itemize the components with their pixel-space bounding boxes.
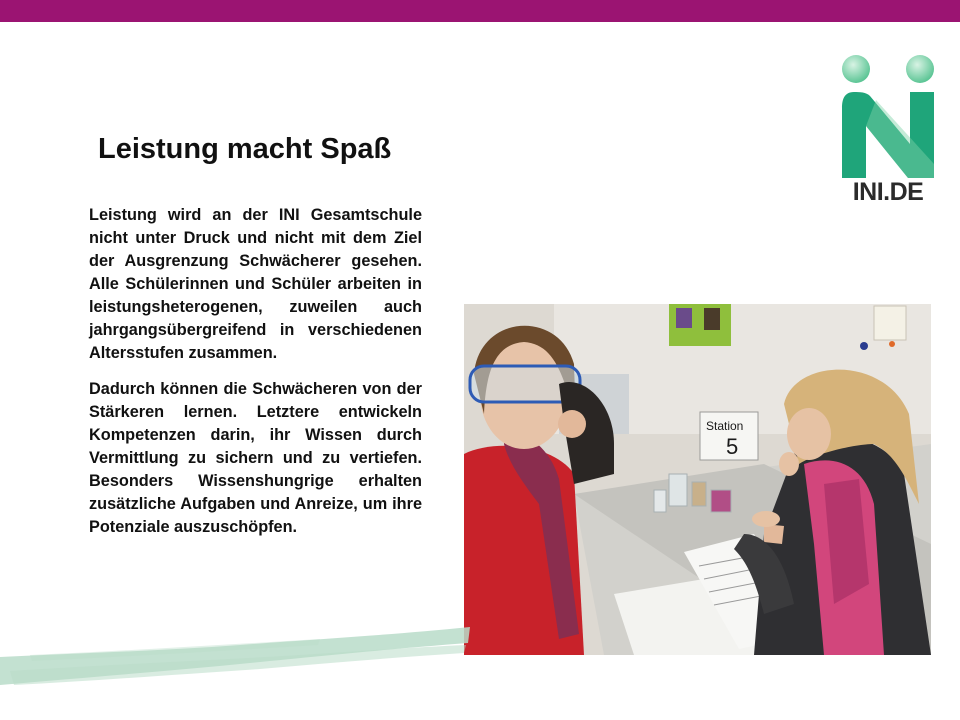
logo-dot-left [842,55,870,83]
logo-text: INI.DE [852,178,924,206]
paragraph-2: Dadurch können die Schwächeren von der Stärkeren lernen. Letztere entwickeln Kompetenzen darin, ihr Wissen durch Vermittlung zu sichern und zu vertiefen. Besonders Wissenshungrige erhalten zusätzliche Aufgaben und Anreize, um ihre Potenziale auszuschöpfen. [89,380,422,536]
paragraph-1: Leistung wird an der INI Gesamtschule nicht unter Druck und nicht mit dem Ziel der Ausgrenzung Schwächerer gesehen. Alle Schülerinnen und Schüler arbeiten in leistungsheterogenen, zuweilen auch jahrgangsübergreifend in verschiedenen Altersstufen zusammen. [89,206,422,362]
classroom-photo-illustration [464,304,931,655]
ini-logo-mark [836,52,940,182]
logo-dot-right [906,55,934,83]
brush-stroke-decoration [0,615,470,695]
classroom-photo [464,304,931,655]
top-accent-bar [0,0,960,22]
ini-logo [836,52,940,212]
station-sign-number: 5 [726,434,739,459]
station-sign-label: Station [706,419,744,433]
slide-title: Leistung macht Spaß [98,133,392,165]
body-text [89,204,422,552]
